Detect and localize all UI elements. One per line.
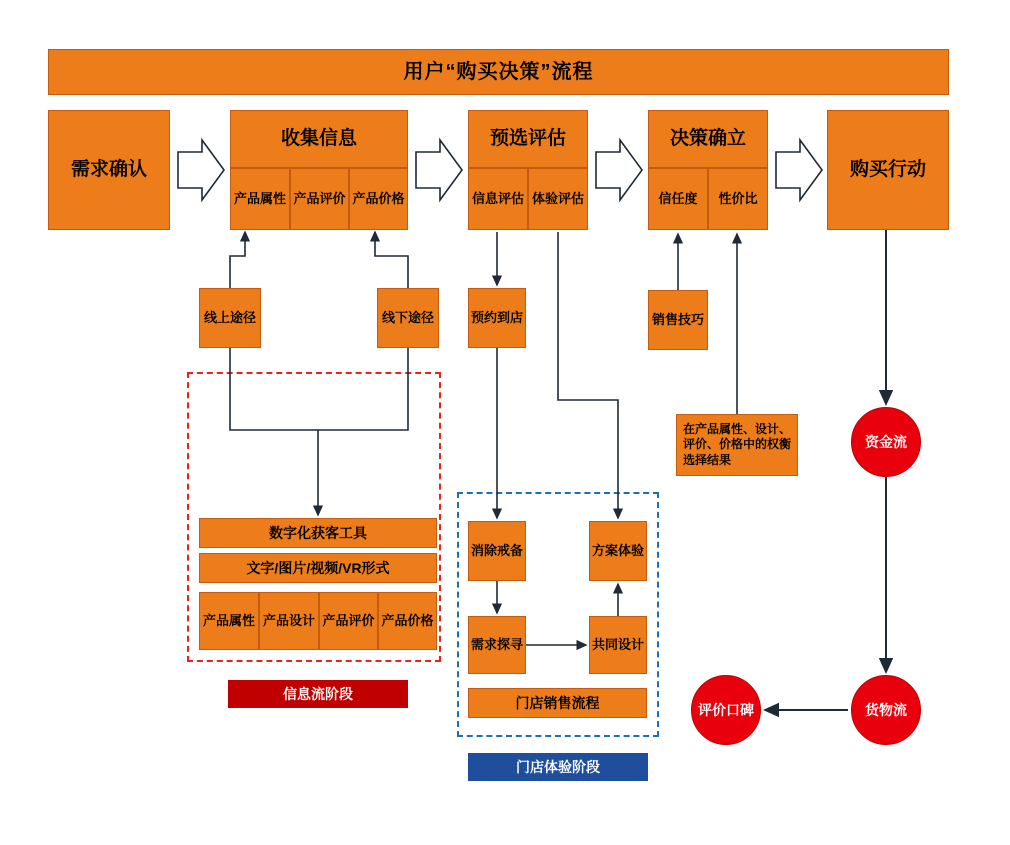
stage-collect-info[interactable]: 收集信息 [230,110,408,168]
legend-store-experience: 门店体验阶段 [468,753,648,781]
chevron-1 [178,140,224,200]
attr-cell-product-design[interactable]: 产品设计 [259,592,319,650]
stage-purchase-action[interactable]: 购买行动 [827,110,949,230]
decision-note-box: 在产品属性、设计、评价、价格中的权衡选择结果 [676,414,798,476]
store-sales-process[interactable]: 门店销售流程 [468,688,647,718]
appointment-box[interactable]: 预约到店 [468,288,526,348]
sub-cell-cost-performance[interactable]: 性价比 [708,168,768,230]
sub-cell-product-price[interactable]: 产品价格 [349,168,408,230]
co-design-box[interactable]: 共同设计 [589,616,647,674]
content-formats[interactable]: 文字/图片/视频/VR形式 [199,553,437,583]
digital-acquisition-tool[interactable]: 数字化获客工具 [199,518,437,548]
capital-flow-circle[interactable]: 资金流 [851,407,921,477]
chevron-4 [776,140,822,200]
diagram-title: 用户“购买决策”流程 [48,49,949,95]
attr-cell-product-review[interactable]: 产品评价 [319,592,378,650]
legend-information-flow: 信息流阶段 [228,680,408,708]
stage-demand-confirm[interactable]: 需求确认 [48,110,170,230]
goods-flow-circle[interactable]: 货物流 [851,675,921,745]
reputation-circle[interactable]: 评价口碑 [691,675,761,745]
line-expeval-to-plan [558,232,618,518]
stage-preselect-eval[interactable]: 预选评估 [468,110,588,168]
chevron-3 [596,140,642,200]
channel-online[interactable]: 线上途径 [199,288,261,348]
chevron-2 [416,140,462,200]
attr-cell-product-attribute[interactable]: 产品属性 [199,592,259,650]
line-online-to-attribute [230,232,245,288]
sub-cell-product-review[interactable]: 产品评价 [290,168,349,230]
stage-decision-establish[interactable]: 决策确立 [648,110,768,168]
remove-guard-box[interactable]: 消除戒备 [468,521,526,581]
attr-cell-product-price[interactable]: 产品价格 [378,592,437,650]
sub-cell-experience-eval[interactable]: 体验评估 [528,168,588,230]
sub-cell-info-eval[interactable]: 信息评估 [468,168,528,230]
sub-cell-product-attribute[interactable]: 产品属性 [230,168,290,230]
plan-experience-box[interactable]: 方案体验 [589,521,647,581]
sales-skill-box[interactable]: 销售技巧 [648,290,708,350]
demand-explore-box[interactable]: 需求探寻 [468,616,526,674]
sub-cell-trust[interactable]: 信任度 [648,168,708,230]
channel-offline[interactable]: 线下途径 [377,288,439,348]
line-offline-to-price [375,232,408,288]
